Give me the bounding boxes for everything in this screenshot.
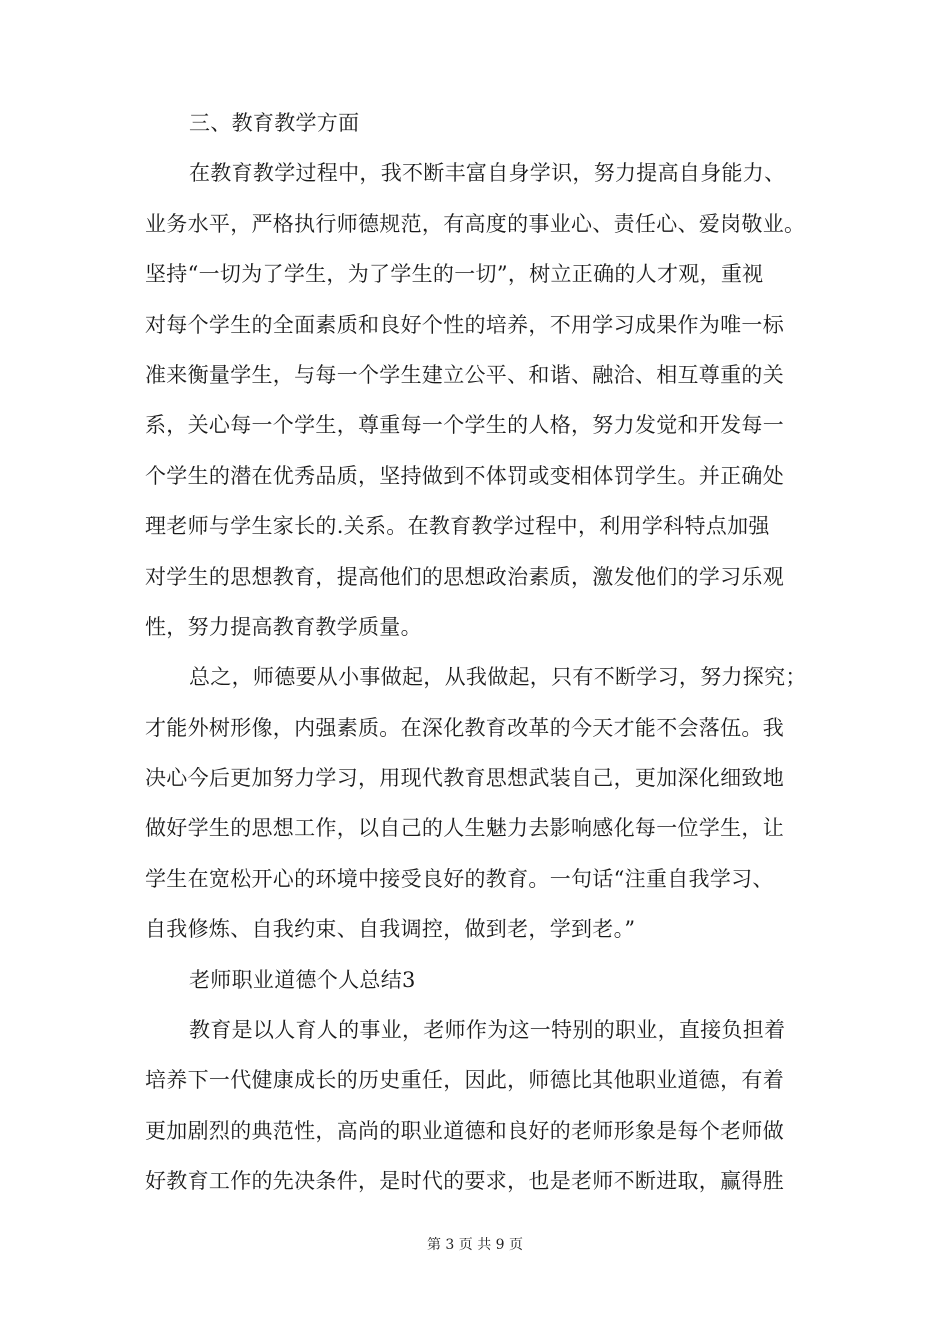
paragraph-line: 在教育教学过程中，我不断丰富自身学识，努力提高自身能力、 [189, 161, 786, 186]
paragraph-line: 对每个学生的全面素质和良好个性的培养，不用学习成果作为唯一标 [145, 312, 784, 337]
paragraph-line: 教育是以人育人的事业，老师作为这一特别的职业，直接负担着 [189, 1018, 786, 1043]
section-heading: 三、教育教学方面 [189, 111, 360, 135]
paragraph-line: 个学生的潜在优秀品质，坚持做到不体罚或变相体罚学生。并正确处 [145, 463, 784, 488]
paragraph-line: 准来衡量学生，与每一个学生建立公平、和谐、融洽、相互尊重的关 [145, 362, 784, 387]
page-number-footer: 第 3 页 共 9 页 [426, 1237, 524, 1253]
paragraph-line: 学生在宽松开心的环境中接受良好的教育。一句话“注重自我学习、 [145, 866, 774, 891]
section-title: 老师职业道德个人总结3 [189, 967, 416, 992]
paragraph-line: 好教育工作的先决条件，是时代的要求，也是老师不断进取，赢得胜 [145, 1169, 784, 1194]
paragraph-line: 自我修炼、自我约束、自我调控，做到老，学到老。” [145, 917, 636, 942]
paragraph-line: 坚持“一切为了学生，为了学生的一切”，树立正确的人才观，重视 [145, 262, 764, 287]
paragraph-line: 对学生的思想教育，提高他们的思想政治素质，激发他们的学习乐观 [145, 564, 784, 589]
paragraph-line: 决心今后更加努力学习，用现代教育思想武装自己，更加深化细致地 [145, 766, 784, 791]
paragraph-line: 业务水平，严格执行师德规范，有高度的事业心、责任心、爱岗敬业。 [145, 211, 806, 236]
paragraph-line: 培养下一代健康成长的历史重任，因此，师德比其他职业道德，有着 [145, 1068, 784, 1093]
paragraph-line: 做好学生的思想工作，以自己的人生魅力去影响感化每一位学生，让 [145, 816, 784, 841]
paragraph-line: 才能外树形像，内强素质。在深化教育改革的今天才能不会落伍。我 [145, 715, 784, 740]
paragraph-line: 总之，师德要从小事做起，从我做起，只有不断学习，努力探究； [189, 665, 807, 690]
document-body [145, 98, 825, 1207]
paragraph-line: 理老师与学生家长的.关系。在教育教学过程中，利用学科特点加强 [145, 514, 770, 539]
paragraph-line: 系，关心每一个学生，尊重每一个学生的人格，努力发觉和开发每一 [145, 413, 784, 438]
paragraph-line: 更加剧烈的典范性，高尚的职业道德和良好的老师形象是每个老师做 [145, 1118, 784, 1143]
paragraph-line: 性，努力提高教育教学质量。 [145, 614, 422, 639]
